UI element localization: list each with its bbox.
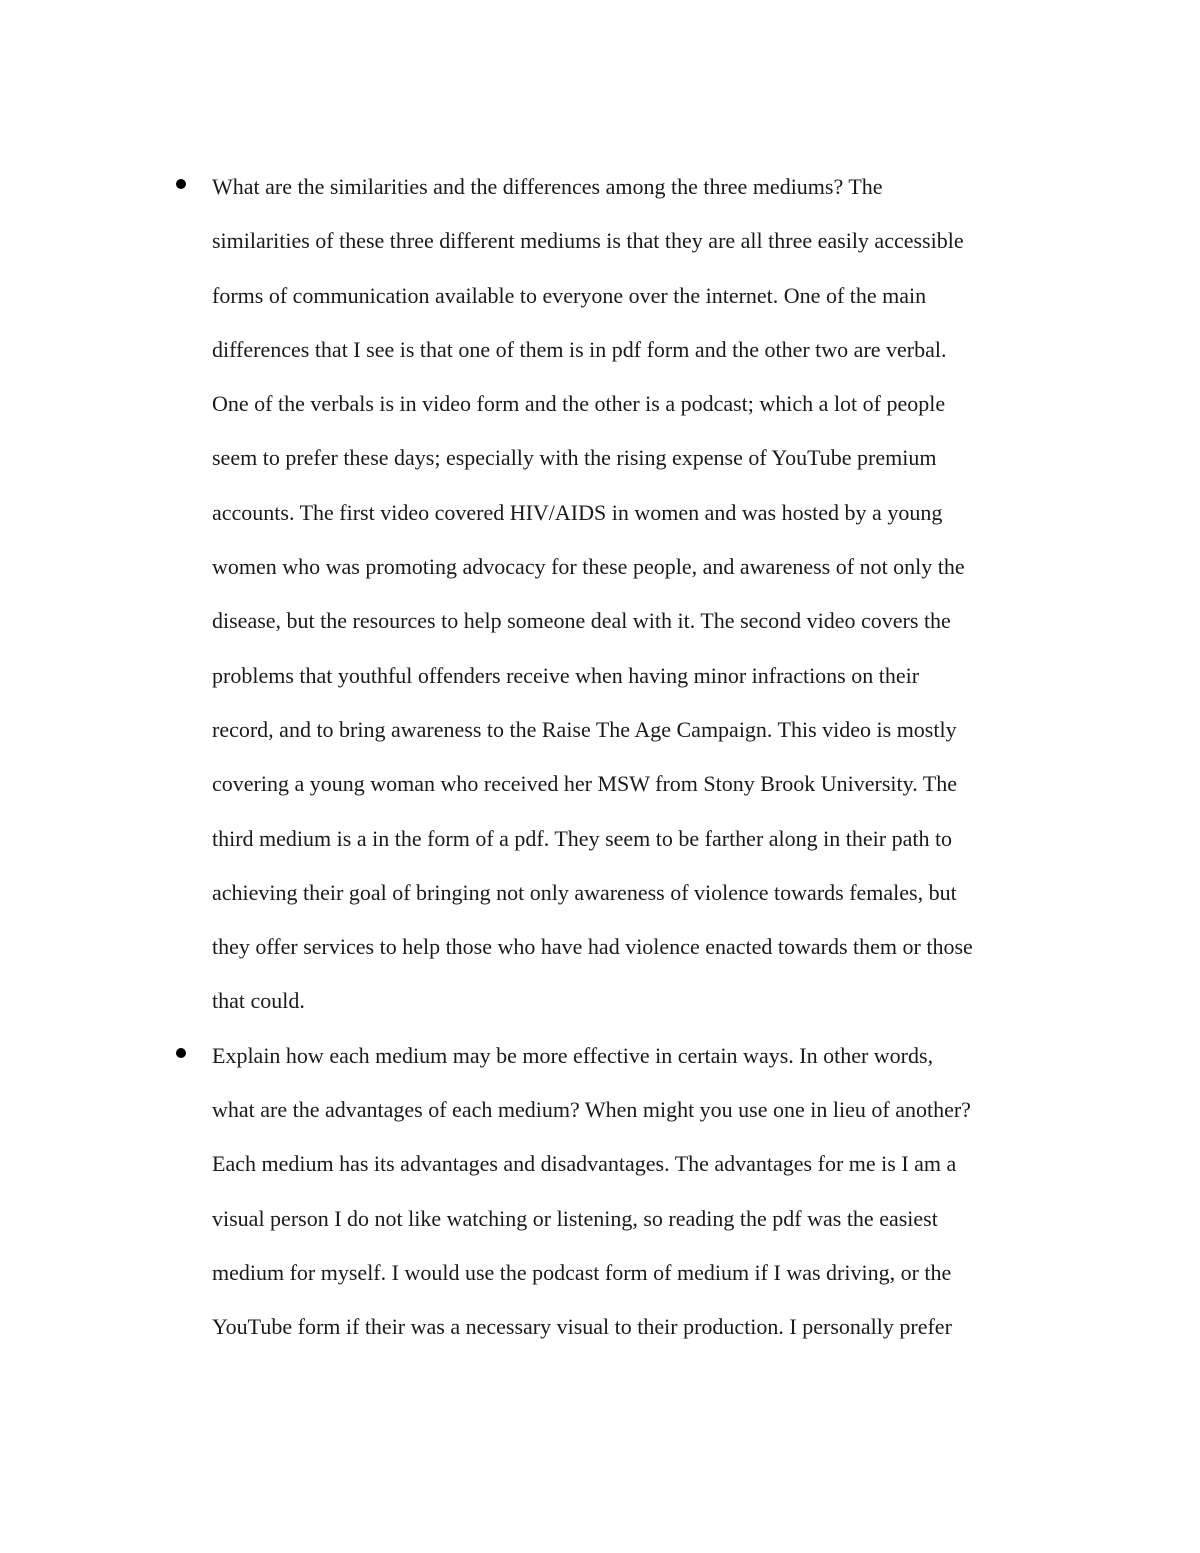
text-line: achieving their goal of bringing not only awareness of violence towards females, but	[212, 879, 957, 905]
text-line: they offer services to help those who have had violence enacted towards them or those	[212, 934, 973, 960]
text-line: third medium is a in the form of a pdf. They seem to be farther along in their path to	[212, 825, 953, 851]
text-line: record, and to bring awareness to the Raise The Age Campaign. This video is mostly	[212, 716, 957, 742]
text-line: that could.	[212, 988, 305, 1014]
text-line: YouTube form if their was a necessary visual to their production. I personally prefer	[212, 1314, 952, 1340]
paragraph	[212, 1029, 1072, 1355]
text-line: similarities of these three different mediums is that they are all three easily accessible	[212, 228, 964, 254]
text-line: accounts. The first video covered HIV/AIDS in women and was hosted by a young	[212, 499, 943, 525]
text-line: disease, but the resources to help someone deal with it. The second video covers the	[212, 608, 951, 634]
paragraph	[212, 160, 1072, 1029]
text-line: differences that I see is that one of them is in pdf form and the other two are verbal.	[212, 336, 947, 362]
text-line: Explain how each medium may be more effective in certain ways. In other words,	[212, 1042, 934, 1068]
bullet-icon	[176, 1048, 186, 1058]
text-line: What are the similarities and the differences among the three mediums? The	[212, 174, 883, 199]
text-line: problems that youthful offenders receive when having minor infractions on their	[212, 662, 920, 688]
bullet-list	[0, 160, 1200, 1355]
text-line: visual person I do not like watching or listening, so reading the pdf was the easiest	[212, 1205, 938, 1231]
text-line: what are the advantages of each medium? When might you use one in lieu of another?	[212, 1097, 971, 1123]
text-line: One of the verbals is in video form and the other is a podcast; which a lot of people	[212, 391, 946, 417]
text-line: covering a young woman who received her MSW from Stony Brook University. The	[212, 771, 958, 797]
text-line: forms of communication available to everyone over the internet. One of the main	[212, 282, 927, 308]
bullet-icon	[176, 179, 186, 189]
list-item	[0, 160, 1200, 1029]
text-line: medium for myself. I would use the podcast form of medium if I was driving, or the	[212, 1259, 952, 1285]
list-item	[0, 1029, 1200, 1355]
text-line: Each medium has its advantages and disadvantages. The advantages for me is I am a	[212, 1151, 957, 1177]
text-line: women who was promoting advocacy for these people, and awareness of not only the	[212, 554, 965, 580]
text-line: seem to prefer these days; especially with the rising expense of YouTube premium	[212, 445, 937, 471]
